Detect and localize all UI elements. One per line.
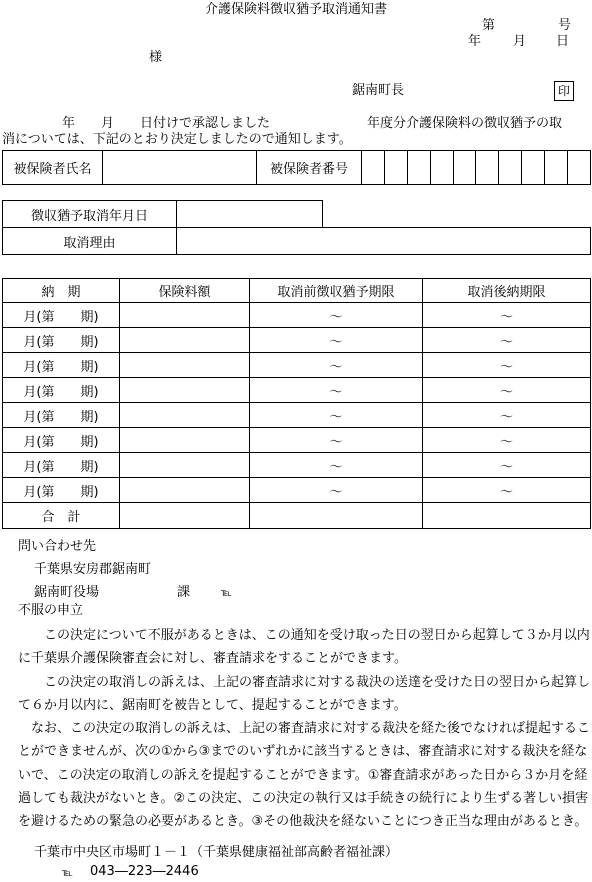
- number-prefix: 第: [482, 18, 496, 33]
- seal-stamp: 印: [554, 81, 574, 101]
- insured-number-digit[interactable]: [499, 151, 522, 185]
- amount-cell[interactable]: [120, 478, 250, 503]
- cancel-date-label: 徴収猶予取消年月日: [3, 201, 177, 228]
- total-amount-cell[interactable]: [120, 503, 250, 529]
- insured-number-digit[interactable]: [476, 151, 499, 185]
- insured-number-digit[interactable]: [384, 151, 407, 185]
- insured-number-digit[interactable]: [522, 151, 545, 185]
- amount-cell[interactable]: [120, 453, 250, 478]
- after-deadline-cell[interactable]: ～: [423, 453, 591, 478]
- intro-fiscal-year: 年度分介護保険料の徴収猶予の取: [367, 116, 563, 131]
- period-cell: 月(第 期): [3, 378, 120, 403]
- insured-number-digit[interactable]: [453, 151, 476, 185]
- cancel-date-field[interactable]: [177, 201, 323, 228]
- after-deadline-cell[interactable]: ～: [423, 428, 591, 453]
- table-row: [3, 428, 591, 453]
- after-deadline-cell[interactable]: ～: [423, 328, 591, 353]
- insured-number-digit[interactable]: [407, 151, 430, 185]
- before-deadline-cell[interactable]: ～: [250, 453, 423, 478]
- date-day: 日: [556, 34, 570, 49]
- after-deadline-cell[interactable]: ～: [423, 478, 591, 503]
- appeal-tel-label: ℡: [62, 868, 73, 879]
- intro-approval-date: 年 月 日付けで承認しました: [62, 116, 271, 131]
- contact-section: 課: [177, 585, 191, 600]
- amount-cell[interactable]: [120, 403, 250, 428]
- total-label: 合 計: [3, 503, 120, 529]
- before-deadline-cell[interactable]: ～: [250, 303, 423, 328]
- blank-cell: [323, 201, 591, 228]
- total-before-cell: [250, 503, 423, 529]
- total-row: [3, 503, 591, 529]
- after-deadline-cell[interactable]: ～: [423, 353, 591, 378]
- period-cell: 月(第 期): [3, 353, 120, 378]
- appeal-paragraph-2: この決定の取消しの訴えは、上記の審査請求に対する裁決の送達を受けた日の翌日から起算して６か月以内に、鋸南町を被告として、提起することができます。: [18, 674, 591, 713]
- insured-name-label: 被保険者氏名: [3, 151, 103, 185]
- period-cell: 月(第 期): [3, 478, 120, 503]
- insured-number-digit[interactable]: [430, 151, 453, 185]
- intro-line2: 消については、下記のとおり決定しましたので通知します。: [2, 132, 352, 147]
- period-cell: 月(第 期): [3, 453, 120, 478]
- schedule-table: [2, 278, 591, 529]
- appeal-notice: [18, 624, 592, 834]
- amount-cell[interactable]: [120, 378, 250, 403]
- before-deadline-cell[interactable]: ～: [250, 403, 423, 428]
- table-row: [3, 478, 591, 503]
- appeal-address: 千葉市中央区市場町１－１（千葉県健康福祉部高齢者福祉課）: [34, 845, 399, 860]
- cancel-reason-label: 取消理由: [3, 228, 177, 255]
- schedule-header-before: 取消前徴収猶予期限: [250, 279, 423, 303]
- period-cell: 月(第 期): [3, 328, 120, 353]
- contact-tel-label: ℡: [221, 588, 232, 599]
- schedule-header-after: 取消後納期限: [423, 279, 591, 303]
- amount-cell[interactable]: [120, 303, 250, 328]
- insured-table: [2, 150, 591, 185]
- cancel-table: [2, 200, 591, 255]
- table-row: [3, 403, 591, 428]
- insured-number-digit[interactable]: [568, 151, 591, 185]
- addressee-suffix: 様: [149, 50, 163, 65]
- table-row: [3, 353, 591, 378]
- period-cell: 月(第 期): [3, 428, 120, 453]
- cancel-reason-field[interactable]: [177, 228, 591, 255]
- date-month: 月: [513, 34, 527, 49]
- insured-number-digit[interactable]: [362, 151, 385, 185]
- insured-number-digit[interactable]: [545, 151, 568, 185]
- appeal-paragraph-1: この決定について不服があるときは、この通知を受け取った日の翌日から起算して３か月以内に千葉県介護保険審査会に対し、審査請求をすることができます。: [18, 628, 590, 667]
- before-deadline-cell[interactable]: ～: [250, 428, 423, 453]
- period-cell: 月(第 期): [3, 403, 120, 428]
- after-deadline-cell[interactable]: ～: [423, 403, 591, 428]
- table-row: [3, 303, 591, 328]
- appeal-heading: 不服の申立: [18, 603, 84, 618]
- insured-number-label: 被保険者番号: [257, 151, 362, 185]
- after-deadline-cell[interactable]: ～: [423, 303, 591, 328]
- before-deadline-cell[interactable]: ～: [250, 478, 423, 503]
- period-cell: 月(第 期): [3, 303, 120, 328]
- appeal-paragraph-3: なお、この決定の取消しの訴えは、上記の審査請求に対する裁決を経た後でなければ提起することができませんが、次の①から③までのいずれかに該当するときは、審査請求に対する裁決を経ないで、この決定の取消しの訴えを提起することができます。①審査請求があった日から３か月を経過しても裁決がないとき。②この決定、この決定の執行又は手続きの続行により生ずる著しい損害を避けるための緊急の必要があるとき。③その他裁決を経ないことにつき正当な理由があるとき。: [18, 721, 591, 830]
- before-deadline-cell[interactable]: ～: [250, 353, 423, 378]
- before-deadline-cell[interactable]: ～: [250, 328, 423, 353]
- table-row: [3, 378, 591, 403]
- appeal-tel-number: 043―223―2446: [90, 864, 199, 879]
- amount-cell[interactable]: [120, 353, 250, 378]
- contact-heading: 問い合わせ先: [18, 539, 97, 554]
- before-deadline-cell[interactable]: ～: [250, 378, 423, 403]
- insured-name-field[interactable]: [103, 151, 257, 185]
- number-suffix: 号: [558, 18, 572, 33]
- table-row: [3, 453, 591, 478]
- after-deadline-cell[interactable]: ～: [423, 378, 591, 403]
- schedule-header-amount: 保険料額: [120, 279, 250, 303]
- contact-office: 鋸南町役場: [34, 585, 100, 600]
- date-year: 年: [468, 34, 482, 49]
- amount-cell[interactable]: [120, 428, 250, 453]
- schedule-header-period: 納 期: [3, 279, 120, 303]
- document-title: 介護保険料徴収猶予取消通知書: [204, 2, 387, 17]
- table-row: [3, 328, 591, 353]
- total-after-cell: [423, 503, 591, 529]
- amount-cell[interactable]: [120, 328, 250, 353]
- issuer: 鋸南町長: [352, 83, 405, 98]
- contact-address: 千葉県安房郡鋸南町: [34, 562, 152, 577]
